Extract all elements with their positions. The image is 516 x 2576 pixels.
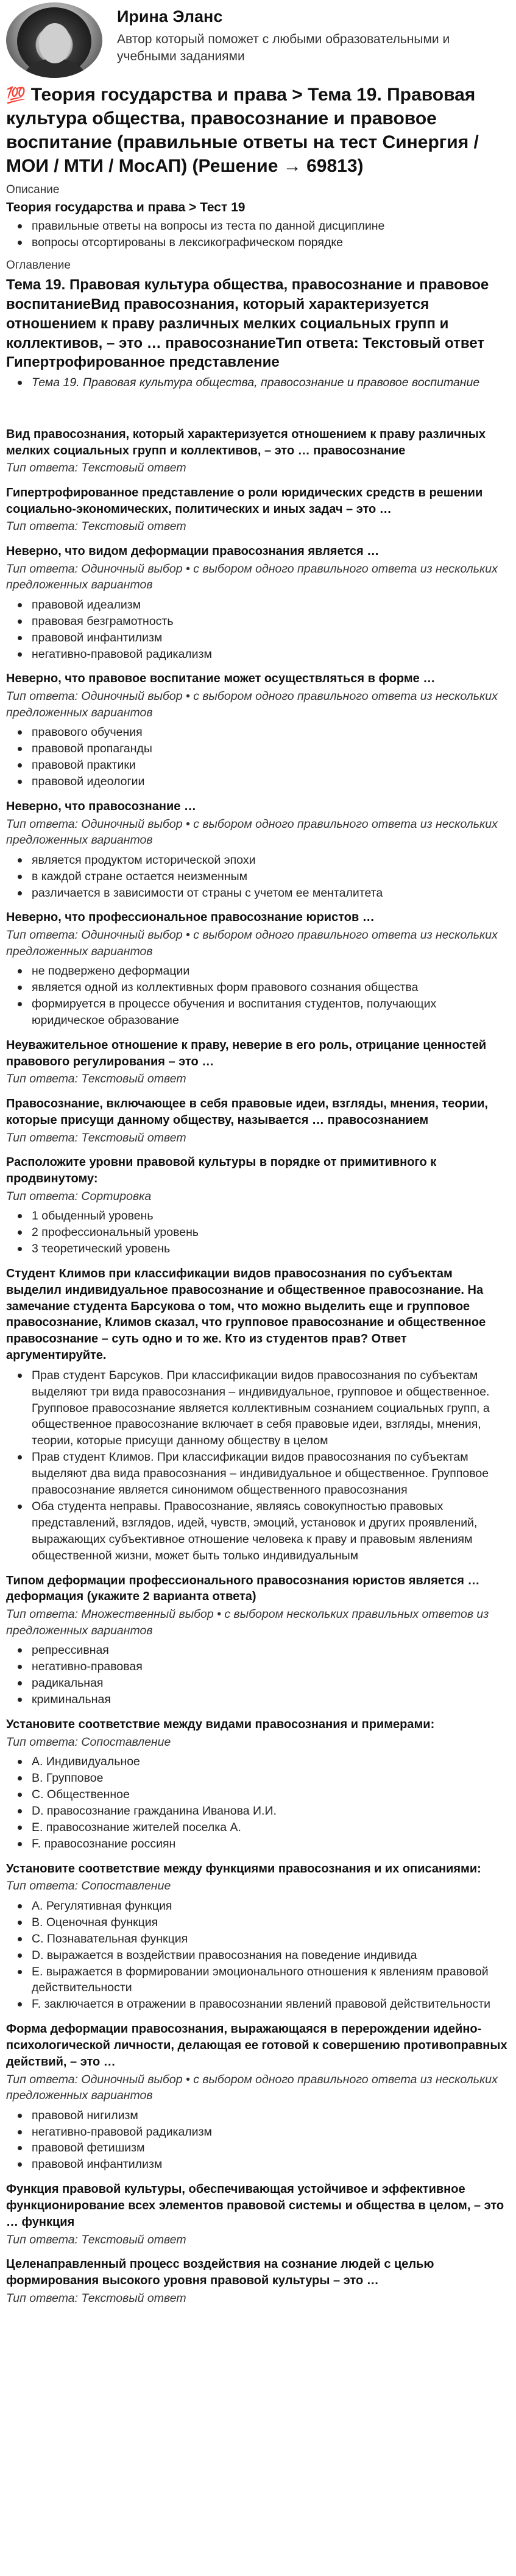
answer-type: Тип ответа: Множественный выбор • с выбором нескольких правильных ответов из предложенных вариантов <box>6 1607 489 1637</box>
list-item: правильные ответы на вопросы из теста по данной дисциплине <box>6 218 510 235</box>
answer-type: Тип ответа: Текстовый ответ <box>6 1072 186 1086</box>
question-text: Неуважительное отношение к праву, неверие в его роль, отрицание ценностей правового регулирования – это … <box>6 1038 487 1068</box>
question-block <box>6 909 510 1028</box>
answer-option: F. заключается в отражении в правосознании явлений правовой действительности <box>6 1996 510 2013</box>
answer-option: 3 теоретический уровень <box>6 1241 510 1257</box>
question-text: Функция правовой культуры, обеспечивающая устойчивое и эффективное функционирование всех элементов правовой системы и общества в целом, – это … функция <box>6 2183 504 2229</box>
answer-option: правовой идеологии <box>6 774 510 790</box>
answer-option: криминальная <box>6 1692 510 1708</box>
question-text: Расположите уровни правовой культуры в порядке от примитивного к продвинутому: <box>6 1156 437 1185</box>
answer-option: является одной из коллективных форм правового сознания общества <box>6 979 510 996</box>
answer-options <box>6 1642 510 1708</box>
answer-type: Тип ответа: Одиночный выбор • с выбором одного правильного ответа из нескольких предложенных вариантов <box>6 928 498 958</box>
page-title <box>6 83 510 178</box>
answer-option: правовой нигилизм <box>6 2108 510 2124</box>
question-text: Неверно, что правовое воспитание может осуществляться в форме … <box>6 672 436 686</box>
answer-option: правовой практики <box>6 757 510 774</box>
question-block <box>6 1096 510 1146</box>
author-avatar[interactable] <box>6 2 102 78</box>
question-block <box>6 543 510 662</box>
question-block <box>6 1037 510 1087</box>
answer-option: D. правосознание гражданина Иванова И.И. <box>6 1803 510 1819</box>
answer-option: D. выражается в воздействии правосознания на поведение индивида <box>6 1947 510 1964</box>
author-block[interactable] <box>6 0 510 78</box>
answer-options <box>6 597 510 663</box>
question-block <box>6 2256 510 2306</box>
answer-option: правовой идеализм <box>6 597 510 613</box>
answer-option: не подвержено деформации <box>6 963 510 979</box>
question-text: Целенаправленный процесс воздействия на сознание людей с целью формирования высокого уровня правовой культуры – это … <box>6 2257 434 2287</box>
answer-option: F. правосознание россиян <box>6 1836 510 1852</box>
description-subject: Теория государства и права > Тест 19 <box>6 200 246 214</box>
answer-option: формируется в процессе обучения и воспитания студентов, получающих юридическое образование <box>6 996 510 1029</box>
answer-options <box>6 1754 510 1852</box>
answer-option: B. Групповое <box>6 1770 510 1787</box>
answer-option: C. Познавательная функция <box>6 1931 510 1947</box>
answer-option: A. Регулятивная функция <box>6 1898 510 1914</box>
toc-title: Тема 19. Правовая культура общества, правосознание и правовое воспитаниеВид правосознания, который характеризуется отношением к праву различных мелких социальных групп и коллективов, – это … правосознаниеТип ответа: Текстовый ответ Гипертрофированное представление <box>6 277 489 371</box>
answer-option: правовой фетишизм <box>6 2140 510 2156</box>
toc-label: Оглавление <box>6 258 71 272</box>
answer-options <box>6 1898 510 2013</box>
question-block <box>6 1154 510 1257</box>
question-text: Типом деформации профессионального правосознания юристов является … деформация (укажите 2 варианта ответа) <box>6 1573 480 1604</box>
answer-option: E. выражается в формировании эмоционального отношения к явлениям правовой действительности <box>6 1964 510 1997</box>
answer-type: Тип ответа: Сопоставление <box>6 1879 171 1893</box>
answer-option: C. Общественное <box>6 1787 510 1803</box>
answer-options <box>6 724 510 790</box>
question-text: Студент Климов при классификации видов правосознания по субъектам выделил индивидуальное правосознание и общественное правосознание. На замечание студента Барсукова о том, что можно выделить еще и групповое правосознание, Климов сказал, что групповое правосознание и общественное правосознание – суть одно и то же. Кто из студентов прав? Ответ аргументируйте. <box>6 1266 486 1362</box>
page-title-text: Теория государства и права > Тема 19. Правовая культура общества, правосознание и правовое воспитание (правильные ответы на тест Синергия / МОИ / МТИ / МосАП) (Решение → 69813) <box>6 85 479 176</box>
questions-list <box>6 426 510 2307</box>
question-block <box>6 1266 510 1564</box>
answer-option: является продуктом исторической эпохи <box>6 852 510 869</box>
answer-option: различается в зависимости от страны с учетом ее менталитета <box>6 885 510 902</box>
answer-options <box>6 852 510 902</box>
question-text: Форма деформации правосознания, выражающаяся в перерождении идейно-психологической личности, делающая ее готовой к совершению противоправных действий, – это … <box>6 2022 507 2069</box>
answer-option: радикальная <box>6 1675 510 1692</box>
answer-option: Прав студент Барсуков. При классификации видов правосознания по субъектам выделяют три вида правосознания – индивидуальное, групповое и общественное. Групповое правосознание является коллективным сознанием социальных групп, а общественное правосознание включает в себя правовые идеи, взгляды, мнения, теории, которые присущи данному обществу в целом <box>6 1367 510 1450</box>
question-block <box>6 485 510 535</box>
answer-option: E. правосознание жителей поселка А. <box>6 1819 510 1836</box>
toc-list-item[interactable]: Тема 19. Правовая культура общества, правосознание и правовое воспитание <box>6 375 510 391</box>
question-block <box>6 1861 510 2013</box>
answer-option: негативно-правовой радикализм <box>6 2124 510 2140</box>
answer-option: A. Индивидуальное <box>6 1754 510 1770</box>
author-name[interactable]: Ирина Эланс <box>117 7 223 26</box>
author-description: Автор который поможет с любыми образовательными и учебными заданиями <box>117 32 450 64</box>
answer-option: правового обучения <box>6 724 510 741</box>
author-info <box>117 2 482 66</box>
answer-option: 1 обыденный уровень <box>6 1208 510 1224</box>
question-block <box>6 671 510 789</box>
question-block <box>6 2021 510 2173</box>
answer-type: Тип ответа: Одиночный выбор • с выбором одного правильного ответа из нескольких предложенных вариантов <box>6 562 498 592</box>
spacer <box>6 391 510 418</box>
answer-options <box>6 1208 510 1257</box>
answer-option: правовой инфантилизм <box>6 630 510 646</box>
question-text: Гипертрофированное представление о роли юридических средств в решении социально-экономических, политических и иных задач – это … <box>6 485 483 516</box>
answer-options <box>6 1367 510 1564</box>
answer-option: Прав студент Климов. При классификации видов правосознания по субъектам выделяют два вида правосознания – индивидуальное и общественное. Групповое правосознание является синонимом общественного правосознания <box>6 1449 510 1498</box>
answer-option: репрессивная <box>6 1642 510 1659</box>
list-item: вопросы отсортированы в лексикографическом порядке <box>6 235 510 251</box>
answer-option: 2 профессиональный уровень <box>6 1224 510 1241</box>
description-list <box>6 218 510 251</box>
question-text: Установите соответствие между видами правосознания и примерами: <box>6 1717 435 1731</box>
question-text: Правосознание, включающее в себя правовые идеи, взгляды, мнения, теории, которые присущи данному обществу, называется … правосознанием <box>6 1096 488 1127</box>
hundred-points-icon: 💯 <box>6 86 26 105</box>
answer-option: негативно-правовой радикализм <box>6 646 510 663</box>
question-text: Неверно, что профессиональное правосознание юристов … <box>6 911 375 925</box>
answer-type: Тип ответа: Сопоставление <box>6 1735 171 1749</box>
question-block <box>6 799 510 902</box>
question-block <box>6 1573 510 1708</box>
description-label: Описание <box>6 183 60 196</box>
answer-type: Тип ответа: Текстовый ответ <box>6 2291 186 2305</box>
answer-option: негативно-правовая <box>6 1659 510 1675</box>
question-text: Установите соответствие между функциями правосознания и их описаниями: <box>6 1861 481 1876</box>
answer-option: Оба студента неправы. Правосознание, являясь совокупностью правовых представлений, взглядов, идей, чувств, эмоций, установок и других проявлений, выражающих субъективное отношение человека к праву и правовым явлениям общественной жизни, может быть только индивидуальным <box>6 1498 510 1564</box>
answer-option: правовой инфантилизм <box>6 2156 510 2173</box>
answer-type: Тип ответа: Одиночный выбор • с выбором одного правильного ответа из нескольких предложенных вариантов <box>6 817 498 847</box>
answer-option: в каждой стране остается неизменным <box>6 869 510 885</box>
answer-option: правовой пропаганды <box>6 741 510 757</box>
toc-list <box>6 375 510 391</box>
answer-type: Тип ответа: Текстовый ответ <box>6 520 186 534</box>
question-text: Неверно, что правосознание … <box>6 799 196 813</box>
question-block <box>6 426 510 476</box>
avatar-face <box>39 23 71 63</box>
question-block <box>6 2181 510 2248</box>
answer-type: Тип ответа: Текстовый ответ <box>6 2232 186 2246</box>
answer-type: Тип ответа: Одиночный выбор • с выбором одного правильного ответа из нескольких предложенных вариантов <box>6 2072 498 2103</box>
answer-options <box>6 963 510 1029</box>
question-text: Неверно, что видом деформации правосознания является … <box>6 544 380 558</box>
answer-options <box>6 2108 510 2173</box>
answer-option: B. Оценочная функция <box>6 1914 510 1931</box>
answer-type: Тип ответа: Одиночный выбор • с выбором одного правильного ответа из нескольких предложенных вариантов <box>6 690 498 719</box>
answer-type: Тип ответа: Текстовый ответ <box>6 461 186 475</box>
answer-type: Тип ответа: Сортировка <box>6 1189 152 1203</box>
question-block <box>6 1717 510 1852</box>
question-text: Вид правосознания, который характеризуется отношением к праву различных мелких социальных групп и коллективов, – это … правосознание <box>6 427 486 457</box>
answer-type: Тип ответа: Текстовый ответ <box>6 1131 186 1145</box>
answer-option: правовая безграмотность <box>6 613 510 630</box>
